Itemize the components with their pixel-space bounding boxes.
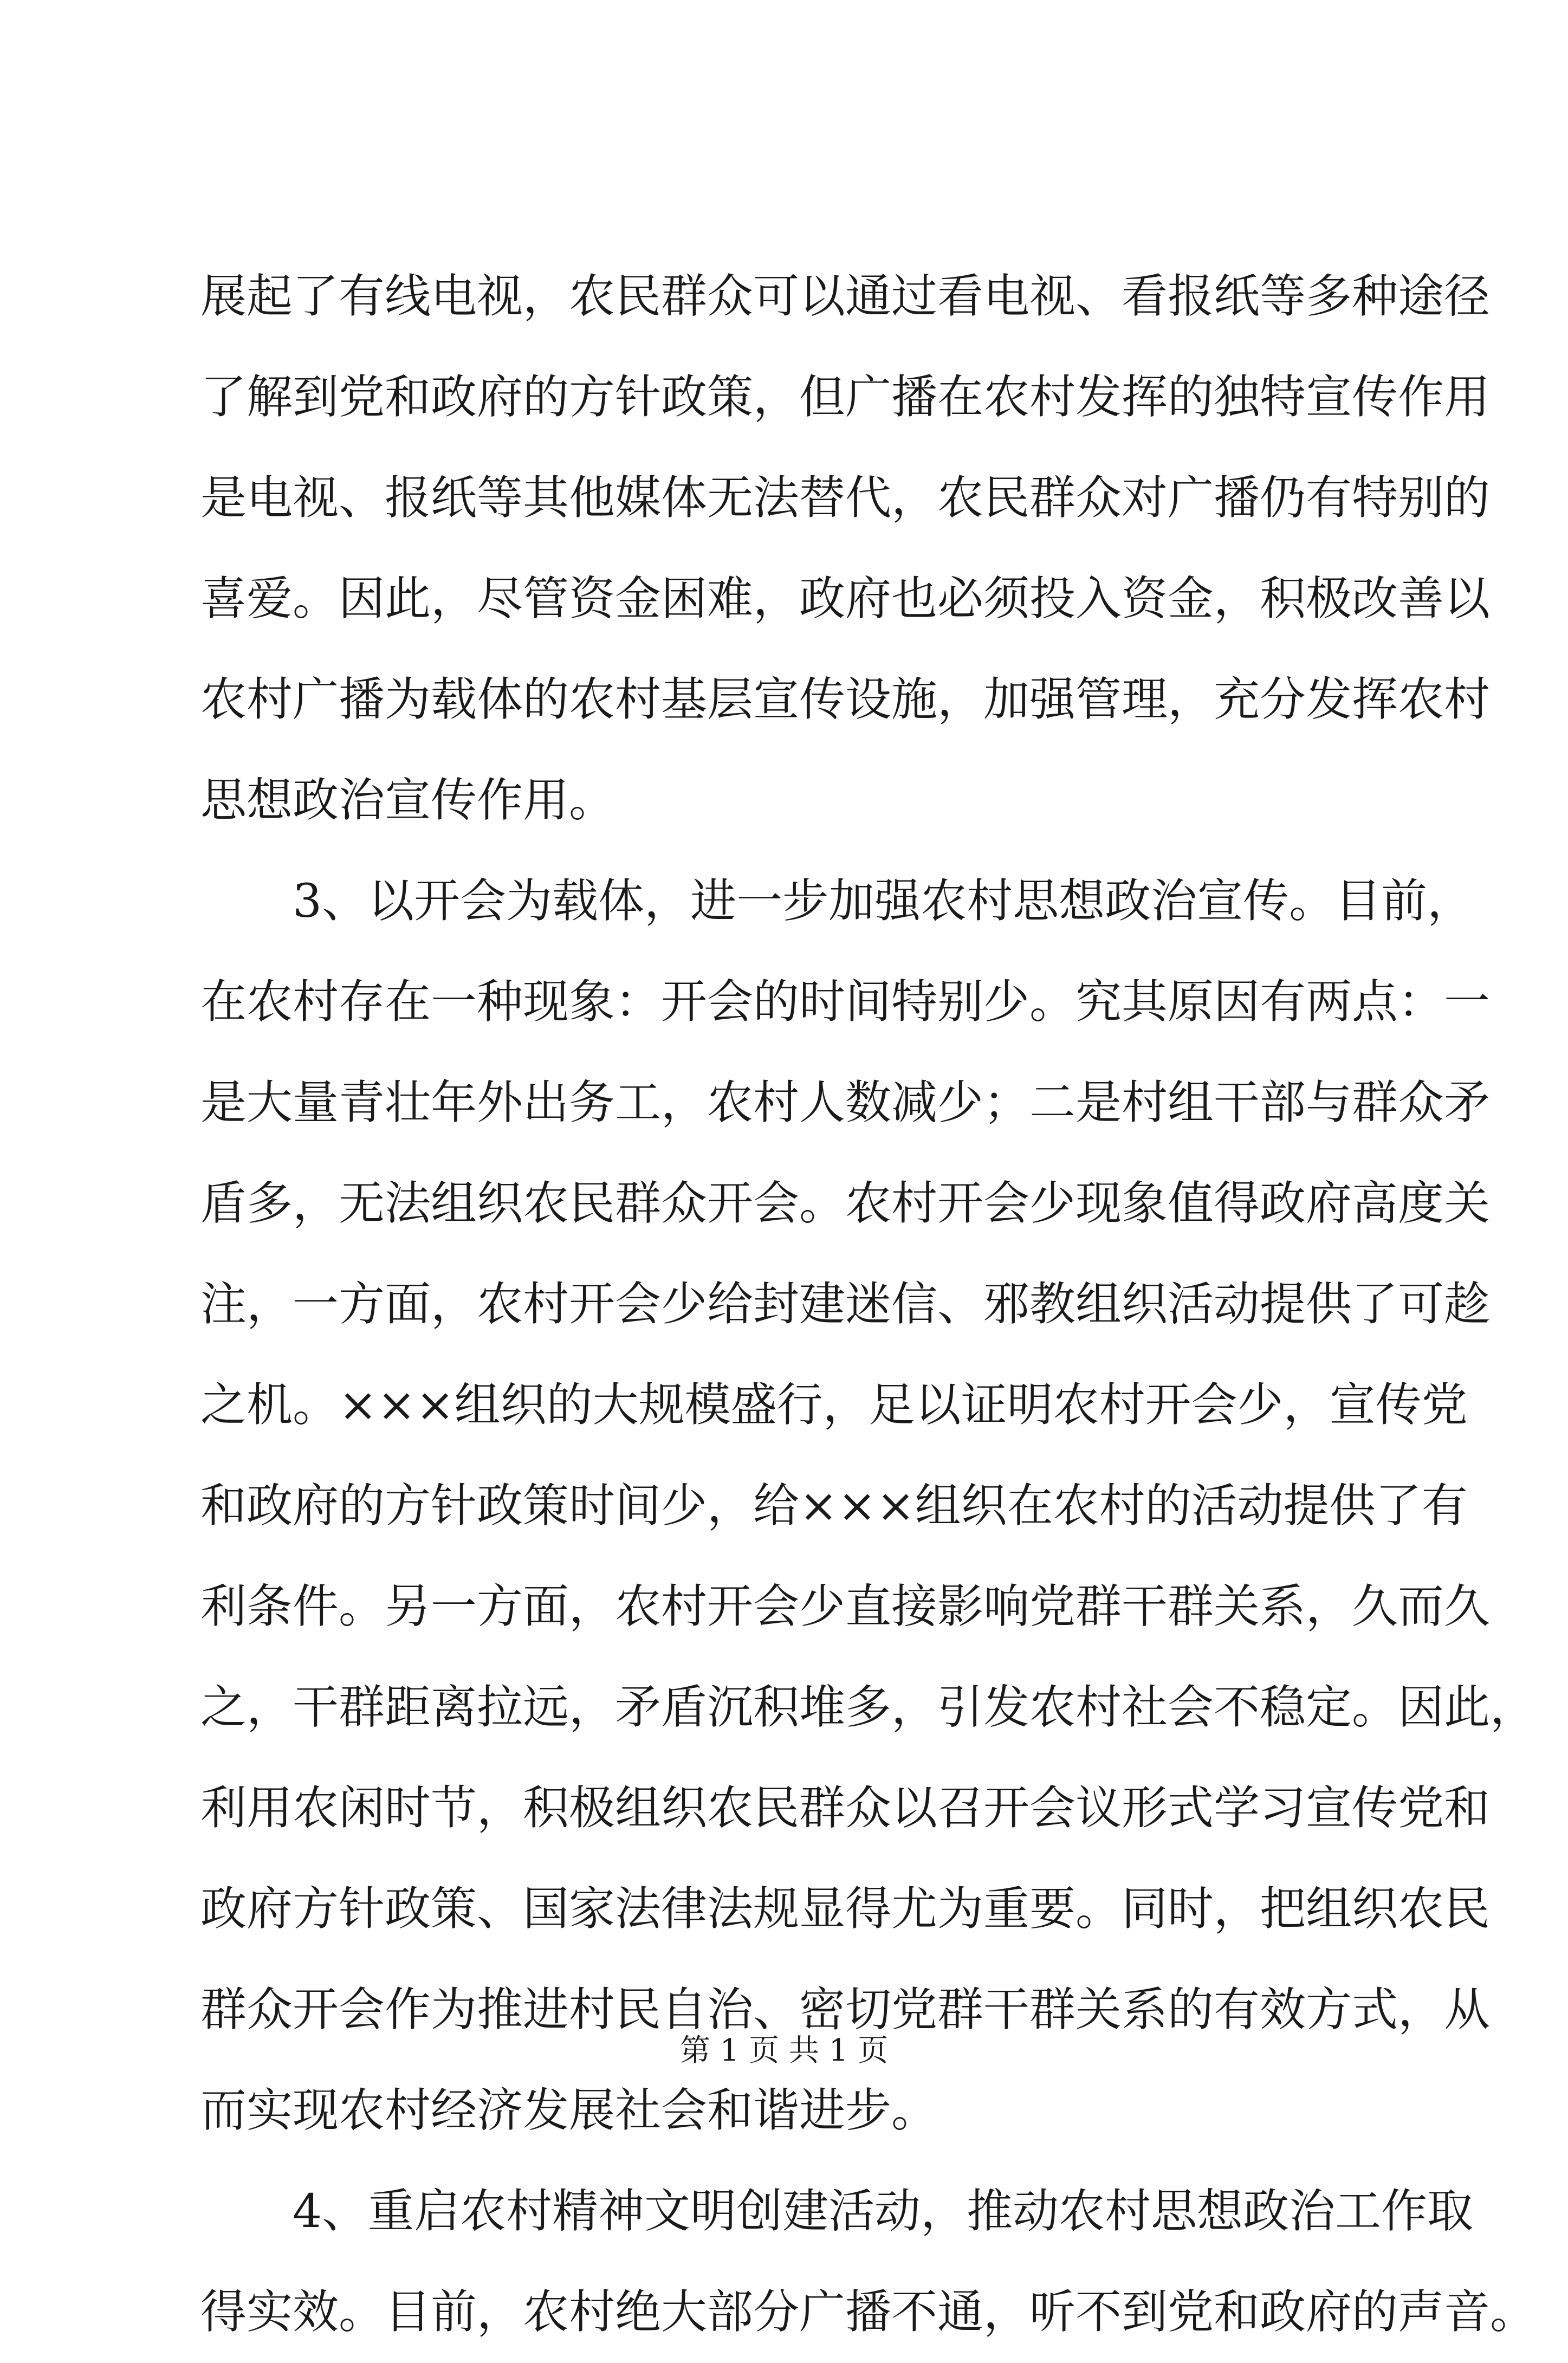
- text-line: 群众开会作为推进村民自治、密切党群干群关系的有效方式，从: [200, 1983, 1491, 2037]
- text-line: 盾多，无法组织农民群众开会。农村开会少现象值得政府高度关: [200, 1177, 1491, 1231]
- text-line: 和政府的方针政策时间少，给×××组织在农村的活动提供了有: [200, 1479, 1468, 1533]
- text-line: 之，干群距离拉远，矛盾沉积堆多，引发农村社会不稳定。因此，: [200, 1681, 1537, 1734]
- text-line: 3、以开会为载体，进一步加强农村思想政治宣传。目前，: [293, 875, 1474, 928]
- text-line: 展起了有线电视，农民群众可以通过看电视、看报纸等多种途径: [200, 270, 1491, 323]
- text-line: 而实现农村经济发展社会和谐进步。: [200, 2084, 938, 2138]
- text-line: 在农村存在一种现象：开会的时间特别少。究其原因有两点：一: [200, 975, 1491, 1029]
- text-line: 利用农闲时节，积极组织农民群众以召开会议形式学习宣传党和: [200, 1782, 1491, 1835]
- text-line: 得实效。目前，农村绝大部分广播不通，听不到党和政府的声音。: [200, 2286, 1537, 2339]
- page-number-footer: 第 1 页 共 1 页: [679, 2033, 889, 2068]
- text-line: 利条件。另一方面，农村开会少直接影响党群干群关系，久而久: [200, 1580, 1491, 1634]
- text-line: 农村广播为载体的农村基层宣传设施，加强管理，充分发挥农村: [200, 673, 1491, 727]
- text-line: 4、重启农村精神文明创建活动，推动农村思想政治工作取: [293, 2185, 1474, 2238]
- text-line: 思想政治宣传作用。: [200, 774, 615, 827]
- text-line: 是电视、报纸等其他媒体无法替代，农民群众对广播仍有特别的: [200, 471, 1491, 525]
- paragraph-3: [200, 2161, 1537, 2363]
- text-line: 之机。×××组织的大规模盛行，足以证明农村开会少，宣传党: [200, 1378, 1468, 1432]
- text-line: 了解到党和政府的方针政策，但广播在农村发挥的独特宣传作用: [200, 371, 1491, 424]
- text-line: 政府方针政策、国家法律法规显得尤为重要。同时，把组织农民: [200, 1882, 1491, 1936]
- text-line: 是大量青壮年外出务工，农村人数减少；二是村组干部与群众矛: [200, 1076, 1491, 1130]
- text-line: 喜爱。因此，尽管资金困难，政府也必须投入资金，积极改善以: [200, 572, 1491, 626]
- text-line: 注，一方面，农村开会少给封建迷信、邪教组织活动提供了可趁: [200, 1278, 1491, 1331]
- paragraph-1: [200, 247, 1491, 851]
- paragraph-2: [200, 851, 1537, 2161]
